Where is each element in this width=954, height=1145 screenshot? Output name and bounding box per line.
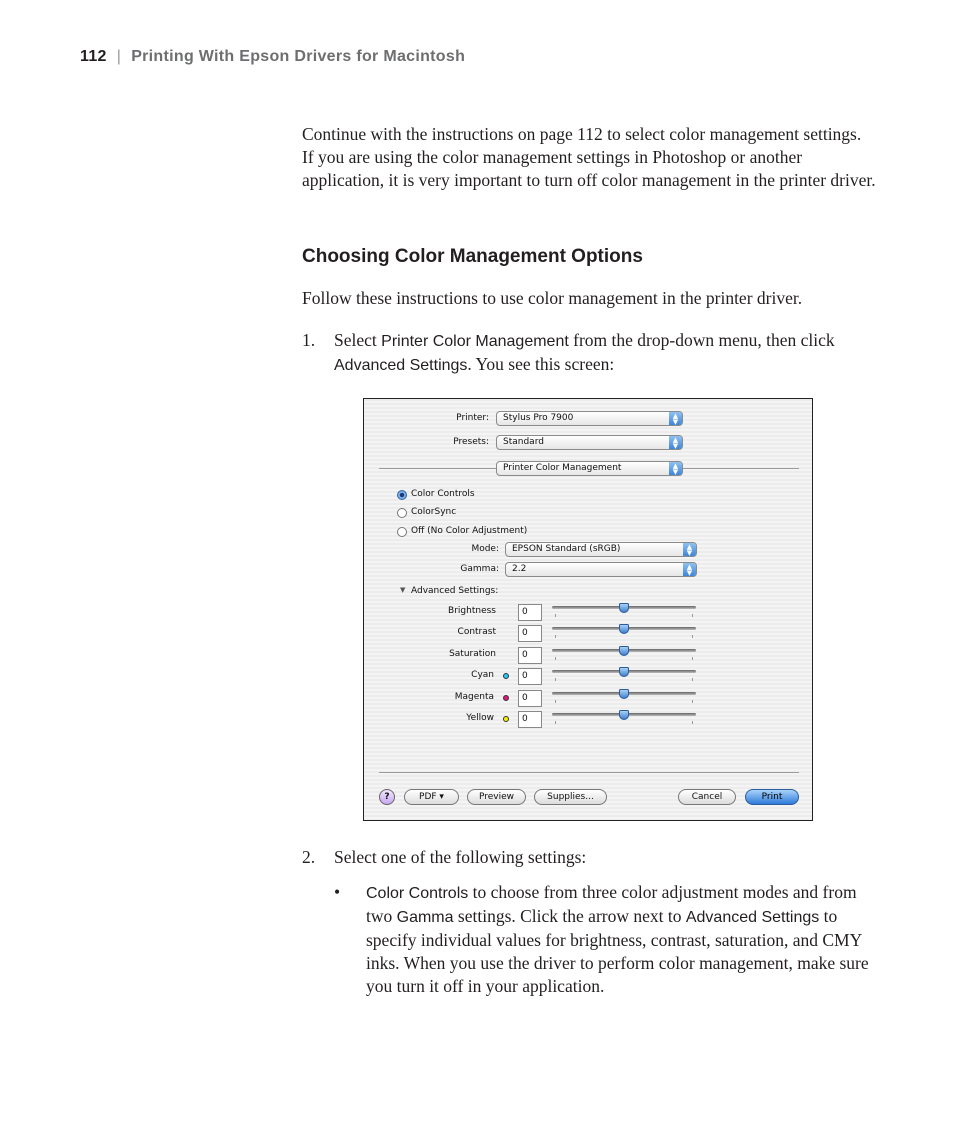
slider-tick [692, 614, 693, 617]
step-text: Select [334, 330, 382, 350]
slider-tick [555, 614, 556, 617]
slider-tick [692, 635, 693, 638]
mode-popup[interactable] [505, 542, 697, 557]
bullet-color-controls [302, 881, 877, 998]
slider-tick [692, 657, 693, 660]
printer-popup[interactable] [496, 411, 683, 426]
slider-tick [555, 678, 556, 681]
cyan-slider-thumb[interactable] [619, 667, 629, 677]
yellow-field[interactable]: 0 [518, 711, 542, 728]
header-title: Printing With Epson Drivers for Macintosh [131, 48, 466, 65]
brightness-field[interactable]: 0 [518, 604, 542, 621]
mode-value: EPSON Standard (sRGB) [512, 544, 621, 554]
advanced-settings-label: Advanced Settings: [411, 586, 499, 596]
panel-popup[interactable] [496, 461, 683, 476]
popup-arrows-icon: ▲ ▼ [683, 563, 696, 576]
printer-value: Stylus Pro 7900 [503, 413, 574, 423]
slider-label: Yellow [466, 713, 494, 723]
step-number: 2. [302, 847, 316, 867]
radio-label: Color Controls [411, 489, 475, 499]
supplies-button[interactable]: Supplies... [534, 789, 607, 805]
radio-color-controls[interactable] [397, 490, 407, 500]
step-text: Select one of the following settings: [334, 847, 587, 867]
radio-colorsync[interactable] [397, 508, 407, 518]
mode-label: Mode: [471, 544, 499, 554]
slider-label: Saturation [449, 649, 496, 659]
saturation-slider-thumb[interactable] [619, 646, 629, 656]
bullet-text: to specify individual values for brightness, contrast, saturation, and CMY inks. When you use the driver to perform color management, make sure you turn it off in your application. [366, 906, 869, 996]
ui-term: Color Controls [366, 885, 469, 902]
magenta-ink-dot-icon [503, 695, 509, 701]
printer-label: Printer: [456, 413, 489, 423]
intro-paragraph: Continue with the instructions on page 112 to select color management settings. If you are using the color management settings in Photoshop or another application, it is very important to turn off color management in the printer driver. [302, 124, 876, 190]
cyan-ink-dot-icon [503, 673, 509, 679]
section-intro: Follow these instructions to use color management in the printer driver. [302, 288, 803, 308]
gamma-label: Gamma: [460, 564, 499, 574]
magenta-slider-thumb[interactable] [619, 689, 629, 699]
popup-arrows-icon: ▲ ▼ [669, 436, 682, 449]
radio-label: Off (No Color Adjustment) [411, 526, 528, 536]
popup-arrows-icon: ▲ ▼ [683, 543, 696, 556]
slider-tick [692, 700, 693, 703]
presets-popup[interactable] [496, 435, 683, 450]
ui-term: Advanced Settings [334, 357, 468, 374]
slider-label: Contrast [457, 627, 496, 637]
slider-label: Brightness [448, 606, 496, 616]
panel-value: Printer Color Management [503, 463, 622, 473]
gamma-value: 2.2 [512, 564, 527, 574]
step-text: from the drop-down menu, then click [568, 330, 835, 350]
saturation-field[interactable]: 0 [518, 647, 542, 664]
running-header [80, 48, 465, 66]
slider-tick [555, 657, 556, 660]
step-1 [302, 329, 877, 377]
presets-label: Presets: [453, 437, 489, 447]
popup-arrows-icon: ▲ ▼ [669, 412, 682, 425]
gamma-popup[interactable] [505, 562, 697, 577]
contrast-field[interactable]: 0 [518, 625, 542, 642]
step-text: . You see this screen: [467, 354, 615, 374]
slider-tick [692, 721, 693, 724]
header-separator: | [116, 48, 122, 65]
slider-tick [555, 635, 556, 638]
brightness-slider-thumb[interactable] [619, 603, 629, 613]
magenta-field[interactable]: 0 [518, 690, 542, 707]
cyan-field[interactable]: 0 [518, 668, 542, 685]
yellow-ink-dot-icon [503, 716, 509, 722]
print-button[interactable]: Print [745, 789, 799, 805]
disclosure-triangle-icon[interactable]: ▼ [400, 586, 406, 594]
ui-term: Printer Color Management [381, 333, 569, 350]
step-number: 1. [302, 330, 316, 350]
radio-label: ColorSync [411, 507, 457, 517]
divider [379, 772, 799, 773]
slider-label: Cyan [471, 670, 494, 680]
slider-tick [555, 700, 556, 703]
radio-off[interactable] [397, 527, 407, 537]
section-heading: Choosing Color Management Options [302, 246, 643, 267]
popup-arrows-icon: ▲ ▼ [669, 462, 682, 475]
preview-button[interactable]: Preview [467, 789, 526, 805]
pdf-button[interactable]: PDF ▾ [404, 789, 459, 805]
slider-tick [555, 721, 556, 724]
contrast-slider-thumb[interactable] [619, 624, 629, 634]
presets-value: Standard [503, 437, 544, 447]
cancel-button[interactable]: Cancel [678, 789, 736, 805]
bullet-text: to choose from three color adjustment modes and from two [366, 882, 857, 926]
ui-term: Gamma [396, 909, 454, 926]
yellow-slider-thumb[interactable] [619, 710, 629, 720]
bullet-text: settings. Click the arrow next to [453, 906, 686, 926]
slider-tick [692, 678, 693, 681]
bullet-mark: • [334, 882, 341, 902]
ui-term: Advanced Settings [685, 909, 820, 926]
print-dialog-screenshot [363, 398, 813, 821]
slider-label: Magenta [454, 692, 494, 702]
help-button[interactable]: ? [379, 789, 395, 805]
step-2 [302, 846, 877, 869]
page-number: 112 [80, 48, 107, 65]
